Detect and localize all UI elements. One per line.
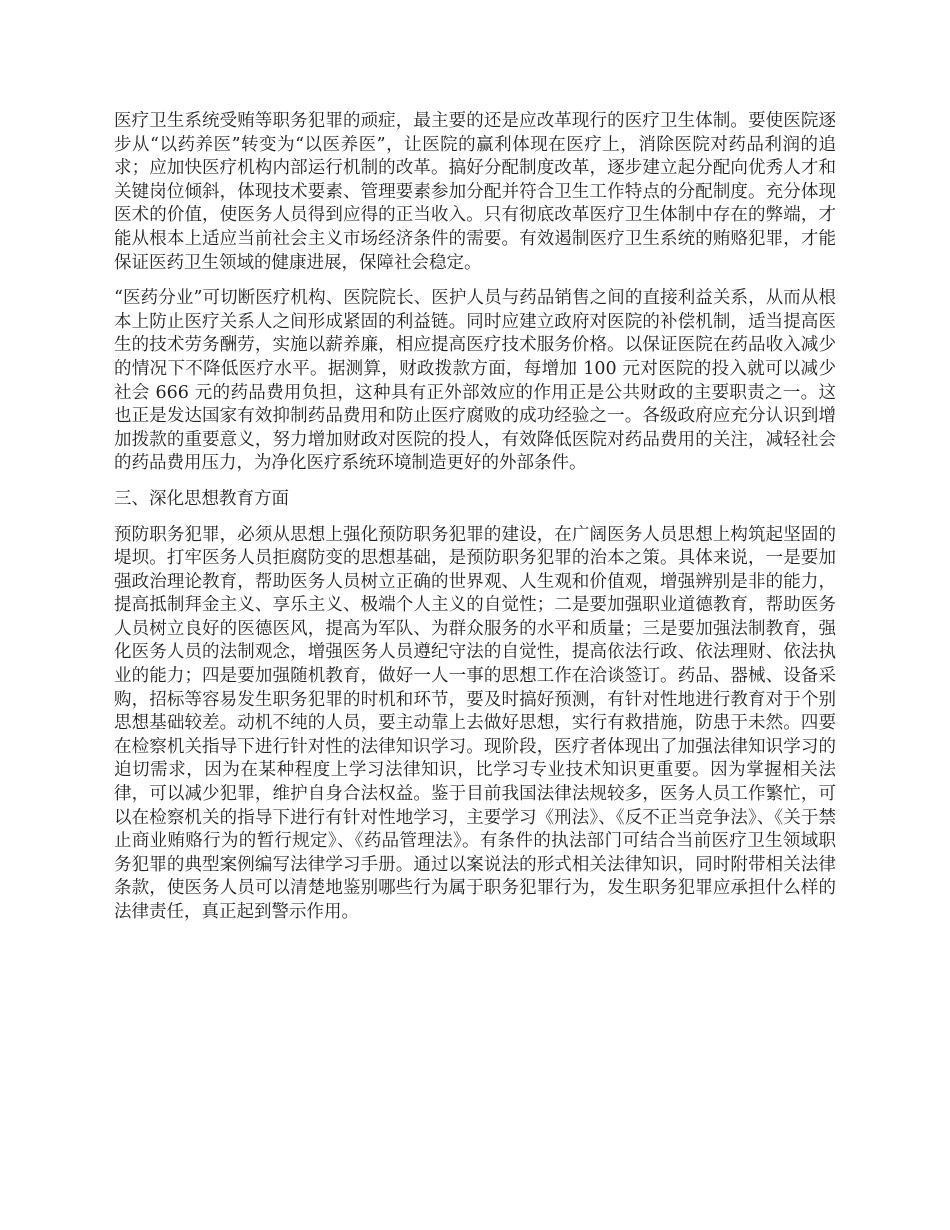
body-paragraph-3: 预防职务犯罪，必须从思想上强化预防职务犯罪的建设，在广阔医务人员思想上构筑起坚固的堤坝。打牢医务人员拒腐防变的思想基础，是预防职务犯罪的治本之策。具体来说，一是要加强政治理论教育，帮助医务人员树立正确的世界观、人生观和价值观，增强辨别是非的能力，提高抵制拜金主义、享乐主义、极端个人主义的自觉性；二是要加强职业道德教育，帮助医务人员树立良好的医德医风，提高为军队、为群众服务的水平和质量；三是要加强法制教育，强化医务人员的法制观念，增强医务人员遵纪守法的自觉性，提高依法行政、依法理财、依法执业的能力；四是要加强随机教育，做好一人一事的思想工作在洽谈签订。药品、器械、设备采购，招标等容易发生职务犯罪的时机和环节，要及时搞好预测，有针对性地进行教育对于个别思想基础较差。动机不纯的人员，要主动靠上去做好思想，实行有救措施，防患于未然。四要在检察机关指导下进行针对性的法律知识学习。现阶段，医疗者体现出了加强法律知识学习的迫切需求，因为在某种程度上学习法律知识，比学习专业技术知识更重要。因为掌握相关法律，可以减少犯罪，维护自身合法权益。鉴于目前我国法律法规较多，医务人员工作繁忙，可以在检察机关的指导下进行有针对性地学习，主要学习《刑法》、《反不正当竞争法》、《关于禁止商业贿赂行为的暂行规定》、《药品管理法》。有条件的执法部门可结合当前医疗卫生领域职务犯罪的典型案例编写法律学习手册。通过以案说法的形式相关法律知识，同时附带相关法律条款，使医务人员可以清楚地鉴别哪些行为属于职务犯罪行为，发生职务犯罪应承担什么样的法律责任，真正起到警示作用。: [114, 524, 836, 922]
body-paragraph-2: “医药分业”可切断医疗机构、医院院长、医护人员与药品销售之间的直接利益关系，从而从根本上防止医疗关系人之间形成紧固的利益链。同时应建立政府对医院的补偿机制，适当提高医生的技术劳务酬劳，实施以薪养廉，相应提高医疗技术服务价格。以保证医院在药品收入减少的情况下不降低医疗水平。据测算，财政拨款方面，每增加 100 元对医院的投入就可以减少社会 666 元的药品费用负担，这种具有正外部效应的作用正是公共财政的主要职责之一。这也正是发达国家有效抑制药品费用和防止医疗腐败的成功经验之一。各级政府应充分认识到增加拨款的重要意义，努力增加财政对医院的投人，有效降低医院对药品费用的关注，减轻社会的药品费用压力，为净化医疗系统环境制造更好的外部条件。: [114, 288, 836, 474]
document-page: [114, 110, 836, 937]
body-paragraph-1: 医疗卫生系统受贿等职务犯罪的顽症，最主要的还是应改革现行的医疗卫生体制。要使医院逐步从“以药养医”转变为“以医养医”，让医院的赢利体现在医疗上，消除医院对药品利润的追求；应加快医疗机构内部运行机制的改革。搞好分配制度改革，逐步建立起分配向优秀人才和关键岗位倾斜，体现技术要素、管理要素参加分配并符合卫生工作特点的分配制度。充分体现医术的价值，使医务人员得到应得的正当收入。只有彻底改革医疗卫生体制中存在的弊端，才能从根本上适应当前社会主义市场经济条件的需要。有效遏制医疗卫生系统的贿赂犯罪，才能保证医药卫生领域的健康进展，保障社会稳定。: [114, 111, 836, 273]
section-heading: 三、深化思想教育方面: [114, 488, 289, 509]
